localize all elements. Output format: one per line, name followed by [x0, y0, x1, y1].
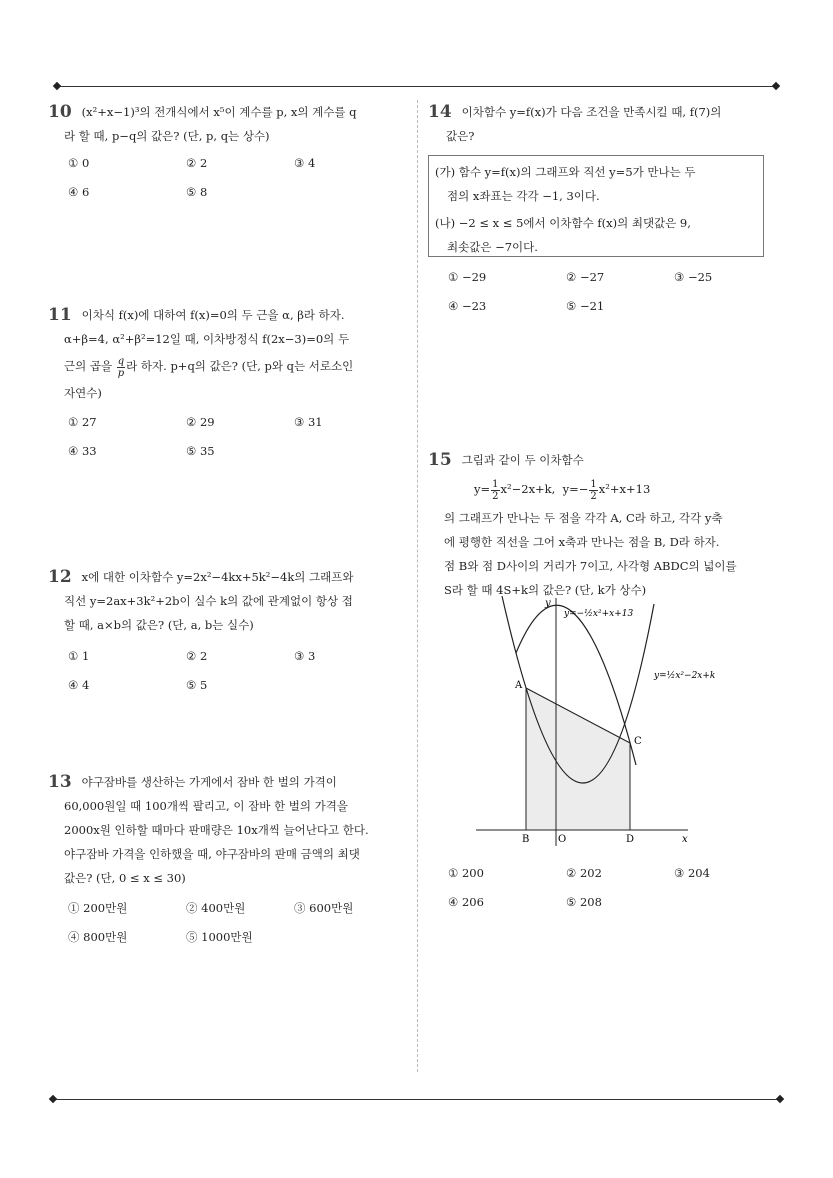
question-text-line: 의 그래프가 만나는 두 점을 각각 A, C라 하고, 각각 y축	[444, 511, 723, 525]
choice-1[interactable]: ① 200만원	[68, 901, 128, 915]
column-divider	[417, 100, 418, 1072]
question-14	[428, 100, 768, 148]
choice-2[interactable]: ② 400만원	[186, 901, 246, 915]
condition-box	[428, 155, 764, 257]
question-10	[48, 100, 408, 212]
question-text-line: 값은? (단, 0 ≤ x ≤ 30)	[64, 871, 186, 885]
answer-choices	[428, 858, 768, 918]
choice-2[interactable]: ② 29	[186, 415, 215, 429]
choice-2[interactable]: ② 2	[186, 649, 208, 663]
question-text-line: 근의 곱을 $\frac{q}{p}$ 라 하자. p+q의 값은? (단, p와 q는 서로소인	[64, 355, 354, 379]
question-text-line: 점 B와 점 D사이의 거리가 7이고, 사각형 ABDC의 넓이를	[444, 559, 737, 573]
question-15	[428, 448, 773, 602]
answer-choices	[48, 152, 408, 212]
label-x: x	[682, 834, 688, 845]
choice-4[interactable]: ④ 4	[68, 678, 90, 692]
answer-choices	[428, 262, 768, 322]
choice-3[interactable]: ③ −25	[674, 270, 713, 284]
choice-4[interactable]: ④ 6	[68, 185, 90, 199]
choice-5[interactable]: ⑤ −21	[566, 299, 605, 313]
label-upper-curve: y=−½x²+x+13	[564, 609, 634, 619]
label-y: y	[545, 598, 551, 609]
label-D: D	[626, 834, 635, 845]
parabola-figure	[460, 590, 750, 850]
fraction-q-over-p: $\frac{q}{p}$	[117, 355, 125, 379]
bottom-rule-left-marker	[49, 1095, 57, 1103]
bottom-rule-right-marker	[776, 1095, 784, 1103]
question-number: 12	[48, 567, 72, 587]
choice-2[interactable]: ② 202	[566, 866, 602, 880]
question-12	[48, 565, 408, 705]
choice-5[interactable]: ⑤ 8	[186, 185, 208, 199]
fraction-one-half: $\frac{1}{2}$	[492, 478, 499, 502]
choice-3[interactable]: ③ 600만원	[294, 901, 354, 915]
label-B: B	[522, 834, 530, 845]
question-text-line: S라 할 때 4S+k의 값은? (단, k가 상수)	[444, 583, 647, 597]
question-11	[48, 303, 408, 471]
question-number: 14	[428, 102, 452, 122]
question-number: 15	[428, 450, 452, 470]
choice-5[interactable]: ⑤ 5	[186, 678, 208, 692]
fraction-one-half: $\frac{1}{2}$	[590, 478, 597, 502]
question-text-line: 직선 y=2ax+3k²+2b이 실수 k의 값에 관계없이 항상 접	[64, 594, 353, 608]
bottom-rule	[54, 1099, 780, 1100]
question-text-line: 자연수)	[64, 386, 102, 400]
choice-5[interactable]: ⑤ 35	[186, 444, 215, 458]
question-text-line: 값은?	[446, 129, 475, 143]
top-rule	[58, 86, 776, 87]
question-text-line: 이차식 f(x)에 대하여 f(x)=0의 두 근을 α, β라 하자.	[81, 308, 345, 322]
question-text-line: 2000x원 인하할 때마다 판매량은 10x개씩 늘어난다고 한다.	[64, 823, 369, 837]
question-number: 13	[48, 772, 72, 792]
label-lower-curve: y=½x²−2x+k	[654, 671, 716, 681]
choice-1[interactable]: ① 0	[68, 156, 90, 170]
question-number: 10	[48, 102, 72, 122]
condition-b-line: 최솟값은 −7이다.	[447, 240, 538, 254]
condition-b-line: (나) −2 ≤ x ≤ 5에서 이차함수 f(x)의 최댓값은 9,	[435, 216, 691, 230]
choice-1[interactable]: ① −29	[448, 270, 487, 284]
choice-2[interactable]: ② 2	[186, 156, 208, 170]
question-text-line: x에 대한 이차함수 y=2x²−4kx+5k²−4k의 그래프와	[81, 570, 354, 584]
choice-5[interactable]: ⑤ 1000만원	[186, 930, 253, 944]
answer-choices	[48, 411, 408, 471]
choice-5[interactable]: ⑤ 208	[566, 895, 602, 909]
choice-1[interactable]: ① 27	[68, 415, 97, 429]
choice-3[interactable]: ③ 31	[294, 415, 323, 429]
question-13	[48, 770, 408, 956]
label-A: A	[515, 680, 523, 691]
question-text-line: (x²+x−1)³의 전개식에서 x⁵이 계수를 p, x의 계수를 q	[81, 105, 357, 119]
answer-choices	[48, 896, 408, 956]
question-text-line: 야구잠바를 생산하는 가게에서 잠바 한 벌의 가격이	[81, 775, 337, 789]
question-text-line: 라 할 때, p−q의 값은? (단, p, q는 상수)	[64, 129, 270, 143]
question-text-line: 야구잠바 가격을 인하했을 때, 야구잠바의 판매 금액의 최댓	[64, 847, 360, 861]
quadrilateral-ABDC-shaded	[526, 688, 630, 830]
choice-1[interactable]: ① 200	[448, 866, 484, 880]
label-O: O	[558, 834, 567, 845]
question-number: 11	[48, 305, 72, 325]
choice-4[interactable]: ④ −23	[448, 299, 487, 313]
question-text-line: 그림과 같이 두 이차함수	[461, 453, 584, 467]
question-text-line: 할 때, a×b의 값은? (단, a, b는 실수)	[64, 618, 254, 632]
top-rule-right-marker	[772, 82, 780, 90]
condition-a-line: 점의 x좌표는 각각 −1, 3이다.	[447, 189, 600, 203]
question-text-line: 이차함수 y=f(x)가 다음 조건을 만족시킬 때, f(7)의	[461, 105, 722, 119]
question-text-line: α+β=4, α²+β²=12일 때, 이차방정식 f(2x−3)=0의 두	[64, 332, 350, 346]
top-rule-left-marker	[53, 82, 61, 90]
choice-4[interactable]: ④ 33	[68, 444, 97, 458]
choice-4[interactable]: ④ 800만원	[68, 930, 128, 944]
equation-line: y= $\frac{1}{2}$ x²−2x+k, y=− $\frac{1}{2}$ x²+x+13	[474, 478, 651, 502]
label-C: C	[634, 736, 642, 747]
condition-a-line: (가) 함수 y=f(x)의 그래프와 직선 y=5가 만나는 두	[435, 165, 696, 179]
choice-4[interactable]: ④ 206	[448, 895, 484, 909]
choice-3[interactable]: ③ 204	[674, 866, 710, 880]
question-text-line: 60,000원일 때 100개씩 팔리고, 이 잠바 한 벌의 가격을	[64, 799, 348, 813]
choice-3[interactable]: ③ 3	[294, 649, 316, 663]
choice-1[interactable]: ① 1	[68, 649, 90, 663]
choice-3[interactable]: ③ 4	[294, 156, 316, 170]
question-text-line: 에 평행한 직선을 그어 x축과 만나는 점을 B, D라 하자.	[444, 535, 720, 549]
choice-2[interactable]: ② −27	[566, 270, 605, 284]
answer-choices	[48, 645, 408, 705]
